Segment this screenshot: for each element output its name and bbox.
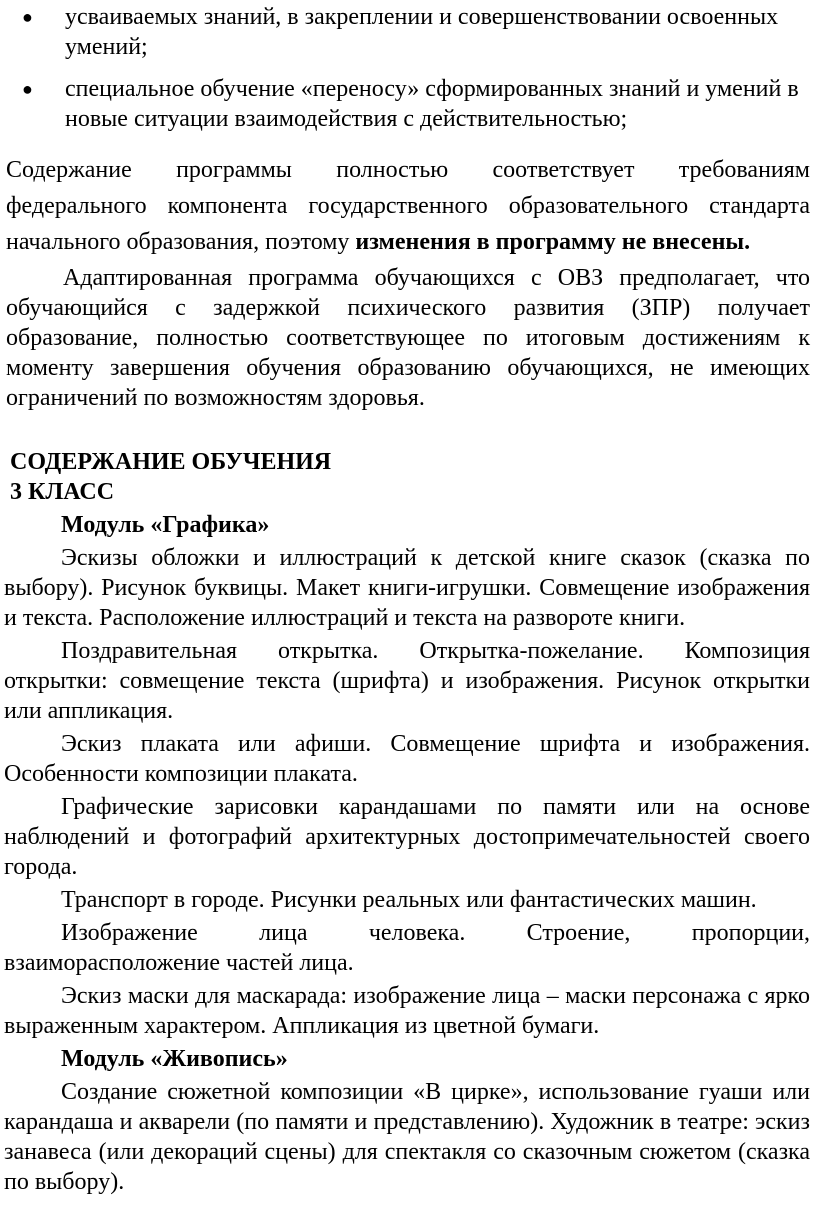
content-line-3-text: начального образования, поэтому xyxy=(6,229,356,255)
paragraph: Эскиз плаката или афиши. Совмещение шрифта и изображения. Особенности композиции плаката. xyxy=(4,731,810,787)
section-title: СОДЕРЖАНИЕ ОБУЧЕНИЯ xyxy=(10,449,332,475)
content-paragraph xyxy=(0,152,816,260)
paragraph: Изображение лица человека. Строение, пропорции, взаиморасположение частей лица. xyxy=(4,920,810,976)
paragraph: Транспорт в городе. Рисунки реальных или фантастических машин. xyxy=(61,887,757,913)
grade-heading: 3 КЛАСС xyxy=(10,479,115,505)
module-painting xyxy=(0,1044,816,1197)
paragraph: Графические зарисовки карандашами по памяти или на основе наблюдений и фотографий архитектурных достопримечательностей своего города. xyxy=(4,794,810,880)
no-changes-note: изменения в программу не внесены. xyxy=(355,229,751,255)
paragraph: Создание сюжетной композиции «В цирке», использование гуаши или карандаша и акварели (по памяти и представлению). Художник в театре: эскиз занавеса (или декораций сцены) для спектакля со сказочным сюжетом (сказка по выбору). xyxy=(4,1079,810,1195)
bullet-icon: ● xyxy=(22,79,33,99)
adapted-program-paragraph: Адаптированная программа обучающихся с ОВЗ предполагает, что обучающийся с задержкой психического развития (ЗПР) получает образование, полностью соответствующее по итоговым достижениям к моменту завершения обучения образованию обучающихся, не имеющих ограничений по возможностям здоровья. xyxy=(6,265,810,411)
list-item xyxy=(0,2,816,62)
list-item-text: усваиваемых знаний, в закреплении и совершенствовании освоенных умений; xyxy=(65,4,779,60)
list-item-text: специальное обучение «переносу» сформированных знаний и умений в новые ситуации взаимодействия с действительностью; xyxy=(65,76,799,132)
list-item xyxy=(0,74,816,134)
content-line-3 xyxy=(6,224,810,260)
module-painting-title: Модуль «Живопись» xyxy=(61,1046,288,1072)
bullet-icon: ● xyxy=(22,7,33,27)
module-graphics-title: Модуль «Графика» xyxy=(61,512,270,538)
module-graphics xyxy=(0,510,816,1041)
content-line-2: федерального компонента государственного образовательного стандарта xyxy=(6,193,810,219)
paragraph: Эскиз маски для маскарада: изображение лица – маски персонажа с ярко выраженным характером. Аппликация из цветной бумаги. xyxy=(4,983,810,1039)
paragraph: Поздравительная открытка. Открытка-пожелание. Композиция открытки: совмещение текста (шрифта) и изображения. Рисунок открытки или аппликация. xyxy=(4,638,810,724)
content-line-1: Содержание программы полностью соответствует требованиям xyxy=(6,157,810,183)
paragraph: Эскизы обложки и иллюстраций к детской книге сказок (сказка по выбору). Рисунок буквицы. Макет книги-игрушки. Совмещение изображения и текста. Расположение иллюстраций и текста на развороте книги. xyxy=(4,545,810,631)
